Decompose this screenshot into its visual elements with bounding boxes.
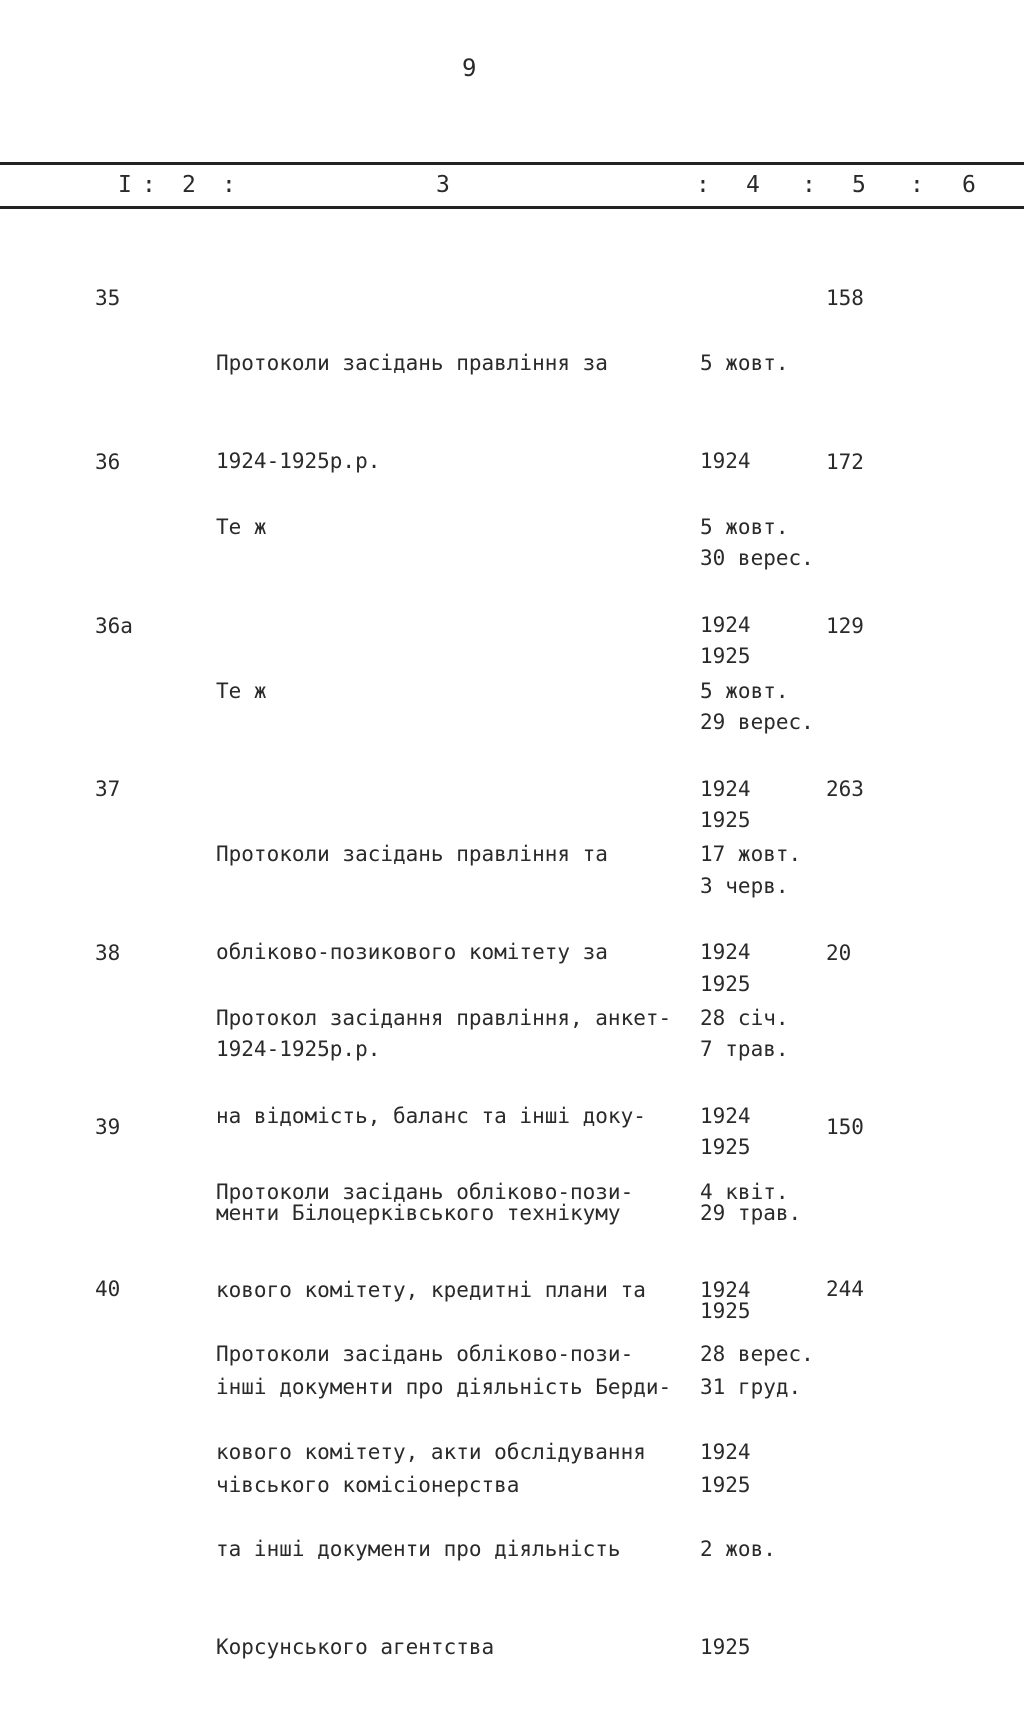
row-sheet-count: 263 bbox=[826, 777, 864, 801]
row-date-line: 1925 bbox=[700, 1298, 751, 1323]
row-date-line: 1924 bbox=[700, 776, 751, 801]
row-date-line: 1925 bbox=[700, 1472, 751, 1497]
row-sheet-count: 158 bbox=[826, 286, 864, 310]
row-date-line: 4 квіт. bbox=[700, 1180, 789, 1204]
row-date-line: 3 черв. bbox=[700, 874, 789, 898]
row-date-line: 1925 bbox=[700, 971, 751, 996]
table-header-bottom-rule bbox=[0, 206, 1024, 209]
header-col-2: 2 bbox=[182, 172, 196, 198]
page-number: 9 bbox=[462, 54, 477, 82]
header-separator: : bbox=[696, 172, 710, 198]
table-header bbox=[0, 172, 1024, 202]
row-sheet-count: 129 bbox=[826, 614, 864, 638]
row-title-line: Те ж bbox=[216, 679, 267, 703]
row-title bbox=[216, 610, 696, 773]
row-date-line: 5 жовт. bbox=[700, 515, 789, 539]
row-title-line: Протоколи засідань правління за bbox=[216, 351, 608, 375]
row-title-line: Протоколи засідань обліково-пози- bbox=[216, 1342, 634, 1366]
row-title-line: 1924-1925р.р. bbox=[216, 1037, 381, 1061]
header-col-5: 5 bbox=[852, 172, 866, 198]
header-col-3: 3 bbox=[436, 172, 450, 198]
row-title-line: Протоколи засідань обліково-пози- bbox=[216, 1180, 634, 1204]
row-number: 37 bbox=[95, 777, 121, 801]
row-dates bbox=[700, 1273, 830, 1728]
row-date-line: 1924 bbox=[700, 939, 751, 964]
row-title-line: інші документи про діяльність Берди- bbox=[216, 1375, 672, 1399]
row-title-line: Протокол засідання правління, анкет- bbox=[216, 1006, 672, 1030]
row-title bbox=[216, 446, 696, 609]
row-number: 36 bbox=[95, 450, 121, 474]
row-date-line: 29 трав. bbox=[700, 1201, 802, 1225]
row-number: 39 bbox=[95, 1115, 121, 1139]
row-title-line: Корсунського агентства bbox=[216, 1634, 495, 1659]
row-title-line: на відомість, баланс та інші доку- bbox=[216, 1103, 646, 1128]
row-date-line: 30 верес. bbox=[700, 546, 814, 570]
row-number: 36а bbox=[95, 614, 133, 638]
row-date-line: 7 трав. bbox=[700, 1037, 789, 1061]
row-date-line: 2 жов. bbox=[700, 1537, 776, 1561]
row-date-line: 31 груд. bbox=[700, 1375, 802, 1399]
row-date-line: 1925 bbox=[700, 1634, 751, 1659]
row-date-line: 1924 bbox=[700, 1439, 751, 1464]
row-title-line: менти Білоцерківського технікуму bbox=[216, 1201, 621, 1225]
header-separator: : bbox=[222, 172, 236, 198]
row-date-line: 17 жовт. bbox=[700, 842, 802, 866]
row-date-line: 28 верес. bbox=[700, 1342, 814, 1366]
row-date-line: 1925 bbox=[700, 643, 751, 668]
row-title-line: 1924-1925р.р. bbox=[216, 448, 381, 473]
header-separator: : bbox=[910, 172, 924, 198]
row-sheet-count: 244 bbox=[826, 1277, 864, 1301]
row-date-line: 1924 bbox=[700, 1103, 751, 1128]
table-header-top-rule bbox=[0, 162, 1024, 165]
row-date-line: 1924 bbox=[700, 1277, 751, 1302]
row-date-line: 1924 bbox=[700, 448, 751, 473]
row-sheet-count: 150 bbox=[826, 1115, 864, 1139]
row-sheet-count: 172 bbox=[826, 450, 864, 474]
row-number: 40 bbox=[95, 1277, 121, 1301]
header-col-1: I bbox=[118, 172, 132, 198]
row-date-line: 5 жовт. bbox=[700, 679, 789, 703]
row-date-line: 1924 bbox=[700, 612, 751, 637]
row-title-line: Протоколи засідань правління та bbox=[216, 842, 608, 866]
row-date-line: 28 січ. bbox=[700, 1006, 789, 1030]
row-title-line: чівського комісіонерства bbox=[216, 1472, 520, 1497]
header-separator: : bbox=[142, 172, 156, 198]
row-title-line: обліково-позикового комітету за bbox=[216, 939, 608, 964]
row-title-line: кового комітету, акти обслідування bbox=[216, 1439, 646, 1464]
header-separator: : bbox=[802, 172, 816, 198]
header-col-6: 6 bbox=[962, 172, 976, 198]
row-title-line: кового комітету, кредитні плани та bbox=[216, 1277, 646, 1302]
row-date-line: 5 жовт. bbox=[700, 351, 789, 375]
row-title-line: та інші документи про діяльність bbox=[216, 1537, 621, 1561]
row-date-line: 1925 bbox=[700, 1134, 751, 1159]
header-col-4: 4 bbox=[746, 172, 760, 198]
row-number: 38 bbox=[95, 941, 121, 965]
row-number: 35 bbox=[95, 286, 121, 310]
row-title-line: Те ж bbox=[216, 515, 267, 539]
row-date-line: 1925 bbox=[700, 807, 751, 832]
row-date-line: 29 верес. bbox=[700, 710, 814, 734]
row-title bbox=[216, 1273, 696, 1728]
row-sheet-count: 20 bbox=[826, 941, 852, 965]
